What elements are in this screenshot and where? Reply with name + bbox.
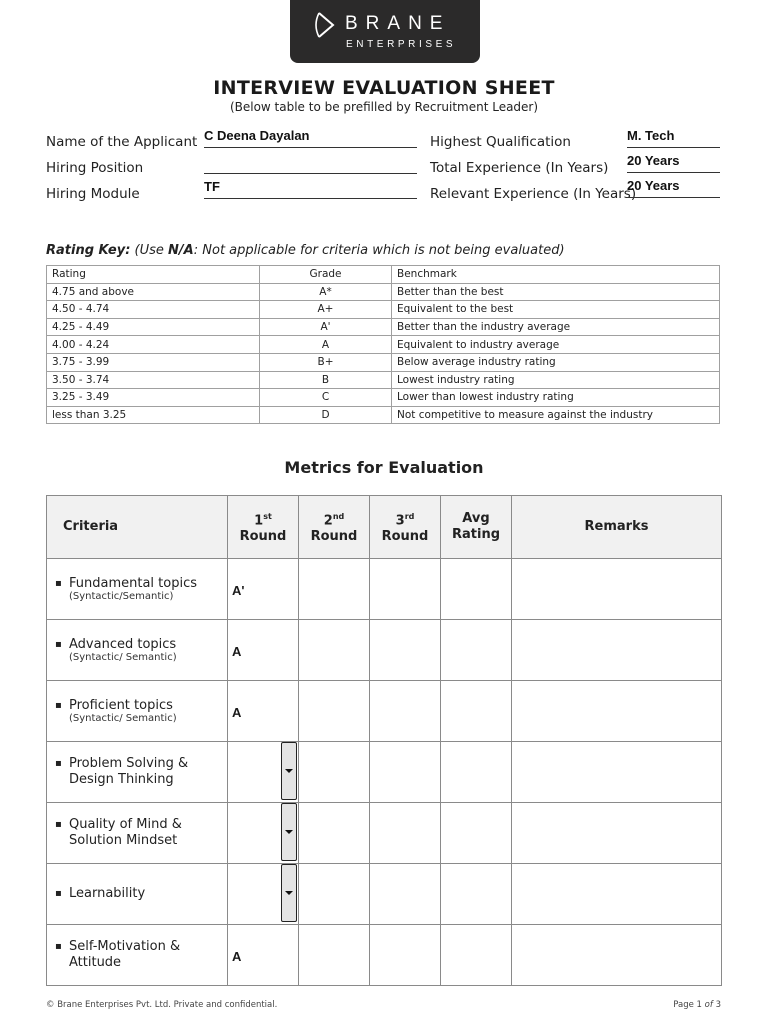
round-2-cell[interactable]: [299, 620, 370, 681]
metrics-row: [47, 803, 722, 864]
round-1-dropdown[interactable]: [281, 742, 297, 800]
metrics-title: Metrics for Evaluation: [284, 458, 484, 477]
round-3-cell[interactable]: [370, 620, 441, 681]
total-experience-field[interactable]: 20 Years: [627, 153, 720, 173]
round-1-cell[interactable]: [228, 681, 299, 742]
avg-rating-cell[interactable]: [441, 803, 512, 864]
avg-rating-cell[interactable]: [441, 864, 512, 925]
brand-logo: [290, 0, 480, 63]
bullet-icon: ▪: [55, 639, 62, 650]
criteria-subtitle: (Syntactic/Semantic): [69, 591, 174, 602]
metrics-row: [47, 559, 722, 620]
relevant-experience-label: Relevant Experience (In Years): [430, 186, 637, 202]
criteria-subtitle: (Syntactic/ Semantic): [69, 652, 177, 663]
criteria-cell: [47, 620, 228, 681]
dropdown-arrow-icon: [285, 830, 293, 834]
criteria-cell: [47, 559, 228, 620]
rating-key-note: Rating Key: (Use N/A: Not applicable for criteria which is not being evaluated): [46, 243, 565, 258]
avg-rating-cell[interactable]: [441, 620, 512, 681]
avg-rating-cell[interactable]: [441, 681, 512, 742]
rating-key-row: 3.75 - 3.99 B+ Below average industry rating: [47, 353, 720, 371]
round-1-cell[interactable]: [228, 925, 299, 986]
round-3-cell[interactable]: [370, 925, 441, 986]
rating-key-table: [46, 265, 720, 424]
bullet-icon: ▪: [55, 819, 62, 830]
criteria-cell: [47, 925, 228, 986]
header-avg-rating: Avg Rating: [441, 496, 512, 559]
criteria-title: Learnability: [69, 886, 146, 901]
round-3-cell[interactable]: [370, 742, 441, 803]
round-2-cell[interactable]: [299, 925, 370, 986]
round-2-cell[interactable]: [299, 742, 370, 803]
total-experience-label: Total Experience (In Years): [430, 160, 609, 176]
logo-subtitle: ENTERPRISES: [346, 39, 457, 50]
remarks-cell[interactable]: [512, 559, 722, 620]
criteria-title-line2: Attitude: [69, 955, 122, 970]
round-1-value: A: [232, 643, 242, 659]
round-3-cell[interactable]: [370, 803, 441, 864]
avg-rating-cell[interactable]: [441, 559, 512, 620]
criteria-title: Fundamental topics: [69, 576, 198, 591]
dropdown-arrow-icon: [285, 769, 293, 773]
round-1-cell[interactable]: [228, 620, 299, 681]
round-3-cell[interactable]: [370, 864, 441, 925]
relevant-experience-field[interactable]: 20 Years: [627, 178, 720, 198]
rating-key-row: 4.00 - 4.24 A Equivalent to industry average: [47, 336, 720, 354]
criteria-title-line2: Solution Mindset: [69, 833, 178, 848]
rating-key-row: 4.75 and above A* Better than the best: [47, 283, 720, 301]
header-benchmark: Benchmark: [392, 266, 720, 284]
remarks-cell[interactable]: [512, 742, 722, 803]
round-1-value: A: [232, 704, 242, 720]
hiring-position-field[interactable]: [204, 154, 417, 174]
criteria-title: Advanced topics: [69, 637, 177, 652]
rating-key-row: less than 3.25 D Not competitive to measure against the industry: [47, 406, 720, 424]
round-3-cell[interactable]: [370, 559, 441, 620]
criteria-cell: [47, 803, 228, 864]
criteria-cell: [47, 681, 228, 742]
round-1-dropdown[interactable]: [281, 803, 297, 861]
footer-copyright: © Brane Enterprises Pvt. Ltd. Private and confidential.: [46, 1000, 278, 1010]
rating-key-row: 3.50 - 3.74 B Lowest industry rating: [47, 371, 720, 389]
applicant-name-label: Name of the Applicant: [46, 134, 198, 150]
metrics-row: [47, 620, 722, 681]
round-2-cell[interactable]: [299, 864, 370, 925]
round-1-cell[interactable]: [228, 803, 299, 864]
header-round-2: 2nd Round: [299, 496, 370, 559]
header-remarks: Remarks: [512, 496, 722, 559]
qualification-label: Highest Qualification: [430, 134, 571, 150]
logo-wordmark: BRANE: [345, 13, 451, 34]
rating-key-row: 4.25 - 4.49 A' Better than the industry average: [47, 318, 720, 336]
rating-key-label: Rating Key:: [46, 243, 131, 258]
header-round-1: 1st Round: [228, 496, 299, 559]
header-grade: Grade: [260, 266, 392, 284]
rating-key-row: 4.50 - 4.74 A+ Equivalent to the best: [47, 301, 720, 319]
header-criteria: Criteria: [47, 496, 228, 559]
round-2-cell[interactable]: [299, 559, 370, 620]
header-rating: Rating: [47, 266, 260, 284]
rating-key-row: 3.25 - 3.49 C Lower than lowest industry rating: [47, 389, 720, 407]
round-1-value: A': [232, 582, 245, 598]
criteria-subtitle: (Syntactic/ Semantic): [69, 713, 177, 724]
round-1-value: A: [232, 948, 242, 964]
footer-page-number: Page 1 of 3: [673, 1000, 721, 1010]
header-round-3: 3rd Round: [370, 496, 441, 559]
round-1-cell[interactable]: [228, 864, 299, 925]
round-3-cell[interactable]: [370, 681, 441, 742]
round-1-dropdown[interactable]: [281, 864, 297, 922]
bullet-icon: ▪: [55, 578, 62, 589]
criteria-title: Problem Solving &: [69, 756, 189, 771]
remarks-cell[interactable]: [512, 681, 722, 742]
page-title: INTERVIEW EVALUATION SHEET: [213, 77, 555, 99]
rating-key-header-row: [47, 266, 720, 284]
avg-rating-cell[interactable]: [441, 925, 512, 986]
metrics-table: [46, 495, 722, 986]
hiring-position-label: Hiring Position: [46, 160, 144, 176]
remarks-cell[interactable]: [512, 864, 722, 925]
applicant-name-field[interactable]: C Deena Dayalan: [204, 128, 417, 148]
metrics-row: [47, 742, 722, 803]
metrics-row: [47, 864, 722, 925]
brane-logo-icon: [315, 11, 337, 39]
round-2-cell[interactable]: [299, 681, 370, 742]
remarks-cell[interactable]: [512, 803, 722, 864]
hiring-module-field[interactable]: TF: [204, 179, 417, 199]
dropdown-arrow-icon: [285, 891, 293, 895]
remarks-cell[interactable]: [512, 925, 722, 986]
bullet-icon: ▪: [55, 758, 62, 769]
bullet-icon: ▪: [55, 941, 62, 952]
round-2-cell[interactable]: [299, 803, 370, 864]
criteria-title: Quality of Mind &: [69, 817, 182, 832]
metrics-row: [47, 681, 722, 742]
criteria-title: Proficient topics: [69, 698, 173, 713]
metrics-header-row: [47, 496, 722, 559]
criteria-title: Self-Motivation &: [69, 939, 181, 954]
round-1-cell[interactable]: [228, 559, 299, 620]
hiring-module-label: Hiring Module: [46, 186, 140, 202]
avg-rating-cell[interactable]: [441, 742, 512, 803]
criteria-cell: [47, 742, 228, 803]
bullet-icon: ▪: [55, 888, 62, 899]
qualification-field[interactable]: M. Tech: [627, 128, 720, 148]
criteria-cell: [47, 864, 228, 925]
metrics-row: [47, 925, 722, 986]
remarks-cell[interactable]: [512, 620, 722, 681]
criteria-title-line2: Design Thinking: [69, 772, 174, 787]
bullet-icon: ▪: [55, 700, 62, 711]
round-1-cell[interactable]: [228, 742, 299, 803]
page-subtitle: (Below table to be prefilled by Recruitment Leader): [229, 100, 539, 114]
